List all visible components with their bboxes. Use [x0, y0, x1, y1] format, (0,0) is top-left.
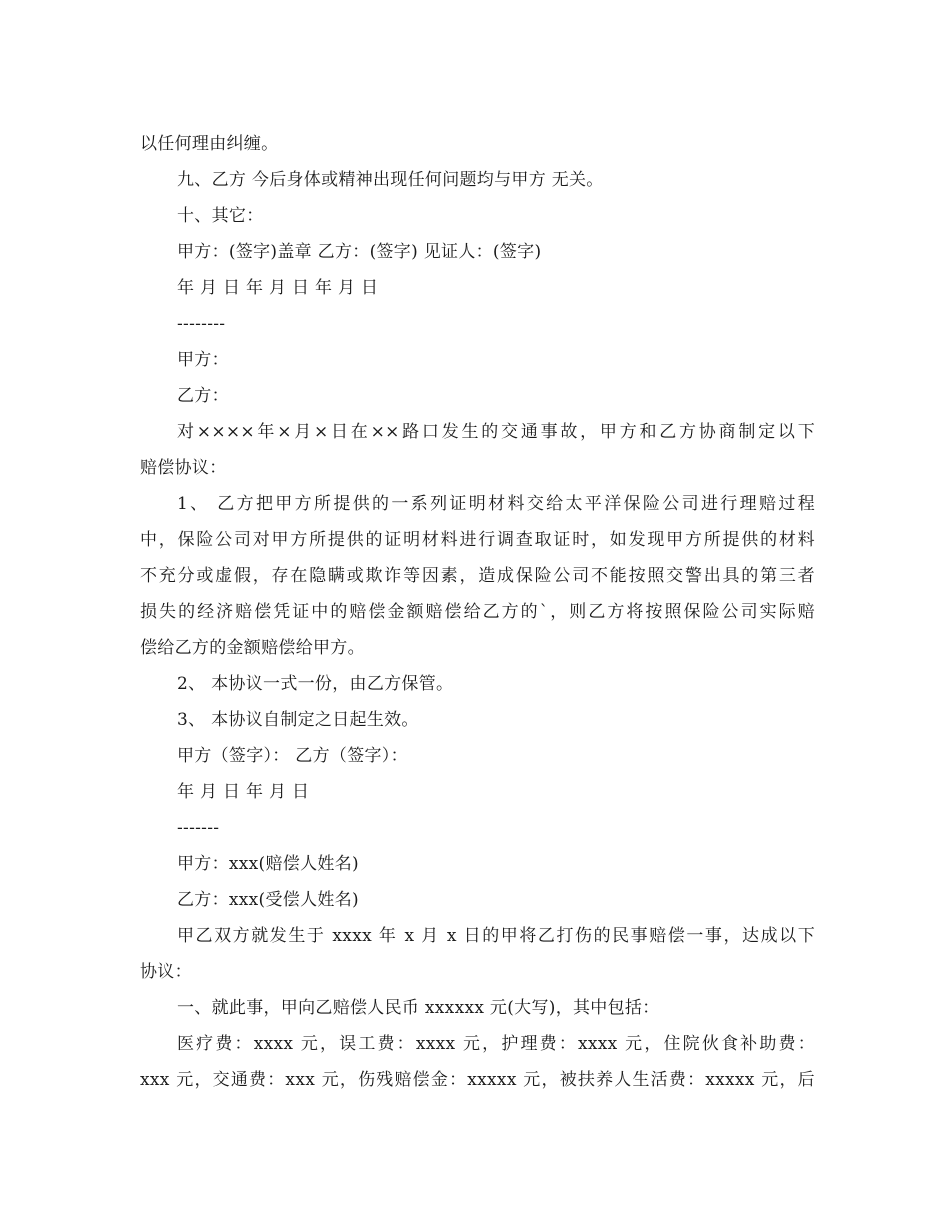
paragraph-line: 甲方：	[177, 350, 229, 370]
paragraph-line: 不充分或虚假，存在隐瞒或欺诈等因素，造成保险公司不能按照交警出具的第三者	[140, 566, 815, 586]
paragraph-line: 年 月 日 年 月 日	[177, 782, 310, 802]
paragraph-line: 甲乙双方就发生于 xxxx 年 x 月 x 日的甲将乙打伤的民事赔偿一事，达成以下	[177, 926, 815, 946]
paragraph-line: 乙方：	[177, 386, 229, 406]
paragraph-line: 甲方：xxx(赔偿人姓名)	[177, 854, 359, 874]
paragraph-line: 损失的经济赔偿凭证中的赔偿金额赔偿给乙方的`，则乙方将按照保险公司实际赔	[140, 602, 815, 622]
paragraph-line: 中，保险公司对甲方所提供的证明材料进行调查取证时，如发现甲方所提供的材料	[140, 530, 815, 550]
paragraph-line: 偿给乙方的金额赔偿给甲方。	[140, 638, 365, 658]
paragraph-line: 3、 本协议自制定之日起生效。	[177, 710, 419, 730]
paragraph-line: 赔偿协议：	[140, 458, 227, 478]
paragraph-line: 甲方：(签字)盖章 乙方：(签字) 见证人：(签字)	[177, 242, 542, 262]
paragraph-line: 九、乙方 今后身体或精神出现任何问题均与甲方 无关。	[177, 170, 604, 190]
paragraph-line: -------	[177, 818, 220, 838]
paragraph-line: 乙方：xxx(受偿人姓名)	[177, 890, 359, 910]
paragraph-line: 甲方（签字）： 乙方（签字）：	[177, 746, 408, 766]
paragraph-line: 1、 乙方把甲方所提供的一系列证明材料交给太平洋保险公司进行理赔过程	[177, 494, 815, 514]
paragraph-line: xxx 元，交通费：xxx 元，伤残赔偿金：xxxxx 元，被扶养人生活费：xxxxx 元，后	[140, 1070, 815, 1090]
paragraph-line: 医疗费：xxxx 元，误工费：xxxx 元，护理费：xxxx 元，住院伙食补助费：	[177, 1034, 815, 1054]
paragraph-line: 以任何理由纠缠。	[140, 134, 279, 154]
paragraph-line: 2、 本协议一式一份，由乙方保管。	[177, 674, 454, 694]
document-body	[140, 126, 815, 1098]
paragraph-line: 对××××年×月×日在××路口发生的交通事故，甲方和乙方协商制定以下	[177, 422, 815, 442]
paragraph-line: --------	[177, 314, 226, 334]
paragraph-line: 协议：	[140, 962, 192, 982]
paragraph-line: 年 月 日 年 月 日 年 月 日	[177, 278, 379, 298]
paragraph-line: 十、其它：	[177, 206, 264, 226]
paragraph-line: 一、就此事，甲向乙赔偿人民币 xxxxxx 元(大写)，其中包括：	[177, 998, 660, 1018]
